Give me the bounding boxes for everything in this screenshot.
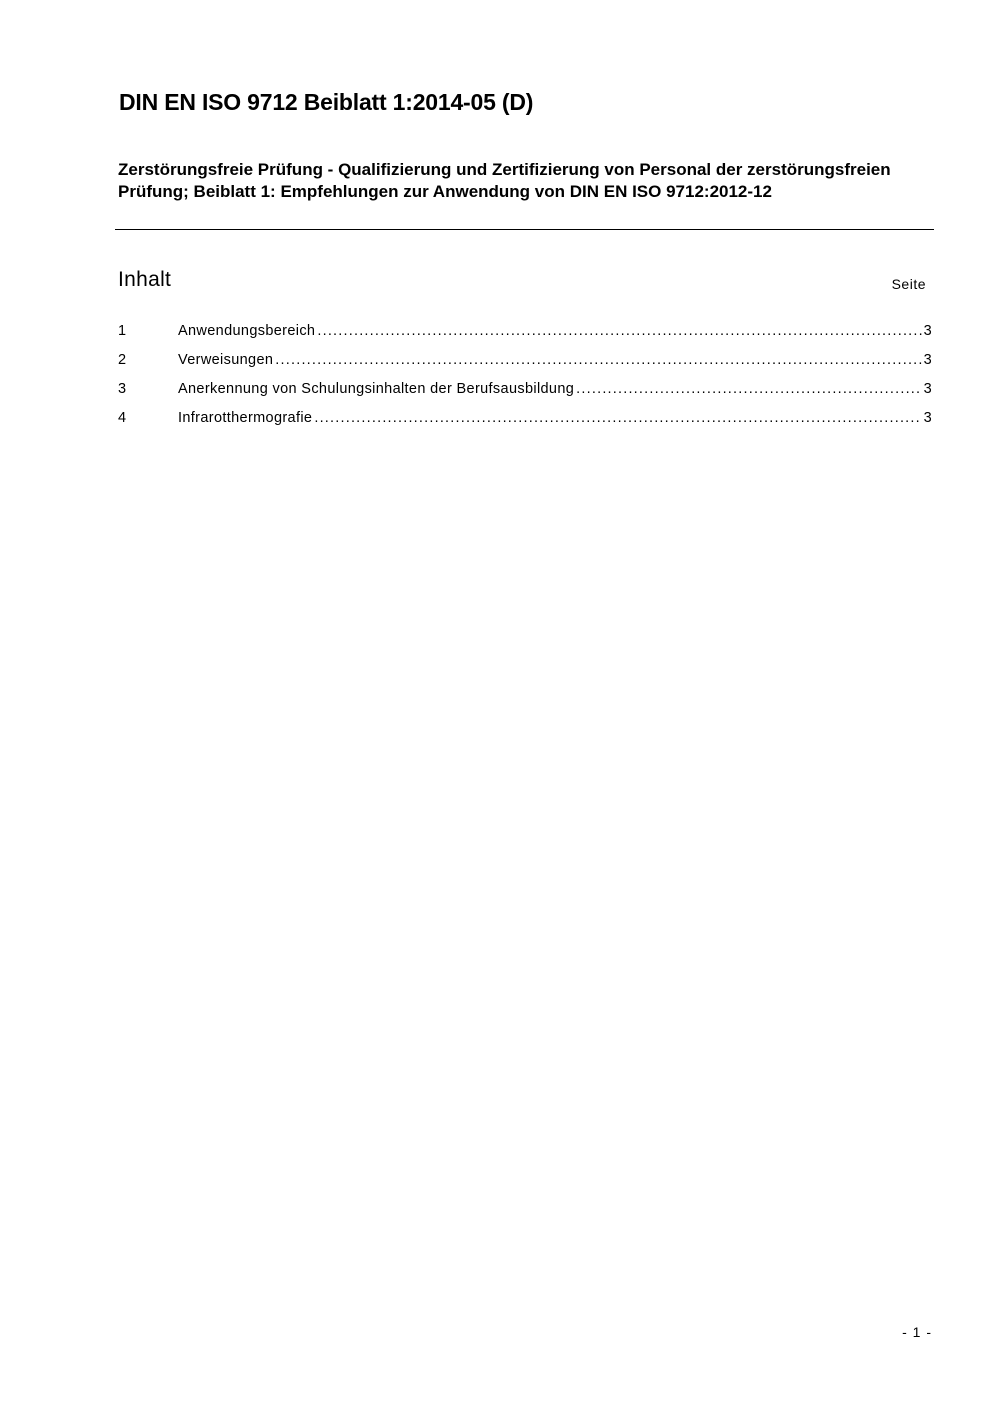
toc-entry-page[interactable]: 3 xyxy=(923,323,932,339)
toc-entry-number: 4 xyxy=(118,410,127,426)
toc-entry-number: 3 xyxy=(118,381,127,397)
toc-entry[interactable] xyxy=(118,352,932,381)
table-of-contents xyxy=(118,323,932,439)
toc-entry-page[interactable]: 3 xyxy=(923,381,932,397)
document-subtitle: Zerstörungsfreie Prüfung - Qualifizierung und Zertifizierung von Personal der zerstörungsfreien Prüfung; Beiblatt 1: Empfehlungen zur Anwendung von DIN EN ISO 9712:2012-12 xyxy=(118,160,891,201)
toc-entry-title[interactable]: Anerkennung von Schulungsinhalten der Berufsausbildung xyxy=(178,381,575,397)
toc-entry-page[interactable]: 3 xyxy=(923,410,932,426)
toc-entry-page[interactable]: 3 xyxy=(923,352,932,368)
document-title: DIN EN ISO 9712 Beiblatt 1:2014-05 (D) xyxy=(119,89,534,115)
toc-entry[interactable] xyxy=(118,381,932,410)
toc-entry-number: 2 xyxy=(118,352,127,368)
toc-leader-dots xyxy=(317,323,921,339)
toc-entry[interactable] xyxy=(118,323,932,352)
toc-leader-dots xyxy=(576,381,921,397)
toc-entry-title[interactable]: Verweisungen xyxy=(178,352,274,368)
toc-leader-dots xyxy=(275,352,921,368)
toc-heading: Inhalt xyxy=(118,268,172,291)
toc-page-column-label: Seite xyxy=(891,276,926,292)
toc-entry[interactable] xyxy=(118,410,932,439)
toc-entry-title[interactable]: Anwendungsbereich xyxy=(178,323,316,339)
toc-entry-title[interactable]: Infrarotthermografie xyxy=(178,410,313,426)
page-number: - 1 - xyxy=(902,1324,932,1340)
title-divider xyxy=(115,229,934,230)
toc-entry-number: 1 xyxy=(118,323,127,339)
toc-leader-dots xyxy=(314,410,921,426)
